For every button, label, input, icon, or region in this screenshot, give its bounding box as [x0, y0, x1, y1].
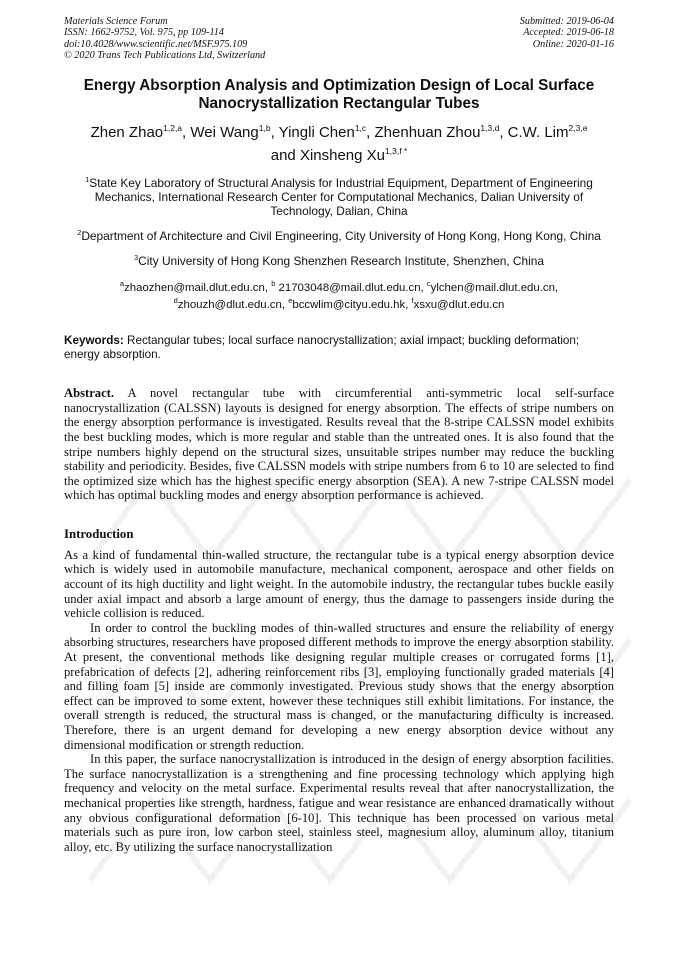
email-b[interactable]: 21703048@mail.dlut.edu.cn,	[278, 281, 424, 294]
online-date: Online: 2020-01-16	[532, 38, 614, 50]
issn-line: ISSN: 1662-9752, Vol. 975, pp 109-114	[64, 27, 224, 39]
keywords-text: Rectangular tubes; local surface nanocrystallization; axial impact; buckling deformation; energy absorption.	[64, 334, 580, 362]
journal-name: Materials Science Forum	[64, 16, 168, 27]
copyright-line: © 2020 Trans Tech Publications Ltd, Switzerland	[64, 50, 266, 62]
abstract-text: A novel rectangular tube with circumferential anti-symmetric local self-surface nanocrystallization (CALSSN) layouts is designed for energy absorption. The effects of stripe numbers on the energy absorption performance is investigated. Results reveal that the 8-stripe CALSSN model exhibits the best buckling modes, which is more regular and stable than the untreated ones. It is also found that the stripe numbers highly depend on the structural sizes, unsuitable stripes number may reduce the buckling stability and periodicity. Besides, five CALSSN models with stripe numbers from 6 to 10 are selected to find the optimized size which has the highest specific energy absorption (SEA). A new 7-stripe CALSSN model which has optimal buckling modes and energy absorption performance is achieved.	[64, 386, 614, 503]
paper-title: Energy Absorption Analysis and Optimization Design of Local Surface Nanocrystallization Rectangular Tubes	[83, 76, 595, 112]
author-list	[64, 119, 614, 165]
email-list: $^a$zhaozhen@mail.dlut.edu.cn, $^b$ 21703048@mail.dlut.edu.cn, $^c$ylchen@mail.dlut.edu.cn, $^d$zhouzh@dlut.edu.cn, $^e$bccwlim@cityu.edu.hk, $^f$xsxu@dlut.edu.cn	[119, 278, 559, 312]
author: Zhenhuan Zhou$^{1,3,d}$,	[374, 122, 508, 141]
header-left	[64, 16, 265, 62]
email-e[interactable]: bccwlim@cityu.edu.hk,	[292, 299, 409, 312]
email-a[interactable]: zhaozhen@mail.dlut.edu.cn,	[124, 281, 269, 294]
author: Wei Wang$^{1,b}$,	[190, 122, 279, 141]
header-right	[520, 16, 614, 62]
affiliation-2: $^2$Department of Architecture and Civil Engineering, City University of Hong Kong, Hong Kong, China	[77, 227, 601, 243]
author: Yingli Chen$^{1,c}$,	[278, 122, 375, 141]
author: C.W. Lim$^{2,3,e}$	[507, 122, 588, 141]
email-c[interactable]: ylchen@mail.dlut.edu.cn,	[430, 281, 559, 294]
accepted-date: Accepted: 2019-06-18	[523, 27, 614, 39]
intro-paragraph: In order to control the buckling modes of thin-walled structures and ensure the reliability of energy absorbing structures, researchers have proposed different methods to improve the energy absorption stability. At present, the conventional methods like designing regular multiple creases or corrugated forms [1], prefabrication of defects [2], adhering reinforcement ribs [3], employing functionally graded materials [4] and filling foam [5] inside are commonly investigated. Previous study shows that the energy absorption effect can be improved to some extent, however these techniques still exhibit limitations. For instance, the overall strength is reduced, the structural mass is changed, or the manufacturing difficulty is increased. Therefore, there is an urgent demand for developing a new energy absorption device without any dimensional modification or strength reduction.	[64, 620, 614, 752]
email-d[interactable]: zhouzh@dlut.edu.cn,	[177, 299, 286, 312]
paper-page	[64, 16, 614, 854]
abstract	[64, 386, 614, 503]
intro-paragraph: As a kind of fundamental thin-walled structure, the rectangular tube is a typical energy absorption device which is widely used in automobile manufacture, mechanical component, aerospace and other fields on account of its high ductility and light weight. In the automobile industry, the rectangular tubes buckle easily under axial impact and absorb a large amount of energy, thus the damage to passengers inside during the vehicle collision is reduced.	[64, 547, 614, 621]
author: and Xinsheng $Xu^{1,3,f *}$	[270, 145, 408, 164]
keywords	[64, 334, 614, 362]
author: Zhen Zhao$^{1,2,a}$,	[90, 122, 191, 141]
affiliation-1: $^1$State Key Laboratory of Structural Analysis for Industrial Equipment, Department of Engineering Mechanics, International Research Center for Computational Mechanics, Dalian University of Technology, Dalian, China	[85, 174, 593, 218]
section-heading-introduction: Introduction	[64, 526, 134, 541]
email-f[interactable]: xsxu@dlut.edu.cn	[413, 299, 505, 312]
keywords-label: Keywords:	[64, 334, 124, 348]
submitted-date: Submitted: 2019-06-04	[519, 16, 614, 27]
paper-header	[64, 16, 614, 62]
intro-paragraph: In this paper, the surface nanocrystallization is introduced in the design of energy absorption facilities. The surface nanocrystallization is a strengthening and fine processing technology which applying high frequency and velocity on the metal surface. Experimental results reveal that after nanocrystallization, the mechanical properties like strength, hardness, fatigue and wear resistance are enhanced dramatically without any obvious configurational deformation [6-10]. This technique has been processed on various metal materials such as pure iron, low carbon steel, stainless steel, magnesium alloy, aluminum alloy, titanium alloy, etc. By utilizing the surface nanocrystallization	[64, 752, 614, 854]
abstract-label: Abstract.	[64, 386, 115, 401]
affiliation-3: $^3$City University of Hong Kong Shenzhen Research Institute, Shenzhen, China	[133, 252, 544, 268]
doi-line[interactable]: doi:10.4028/www.scientific.net/MSF.975.109	[64, 38, 248, 50]
